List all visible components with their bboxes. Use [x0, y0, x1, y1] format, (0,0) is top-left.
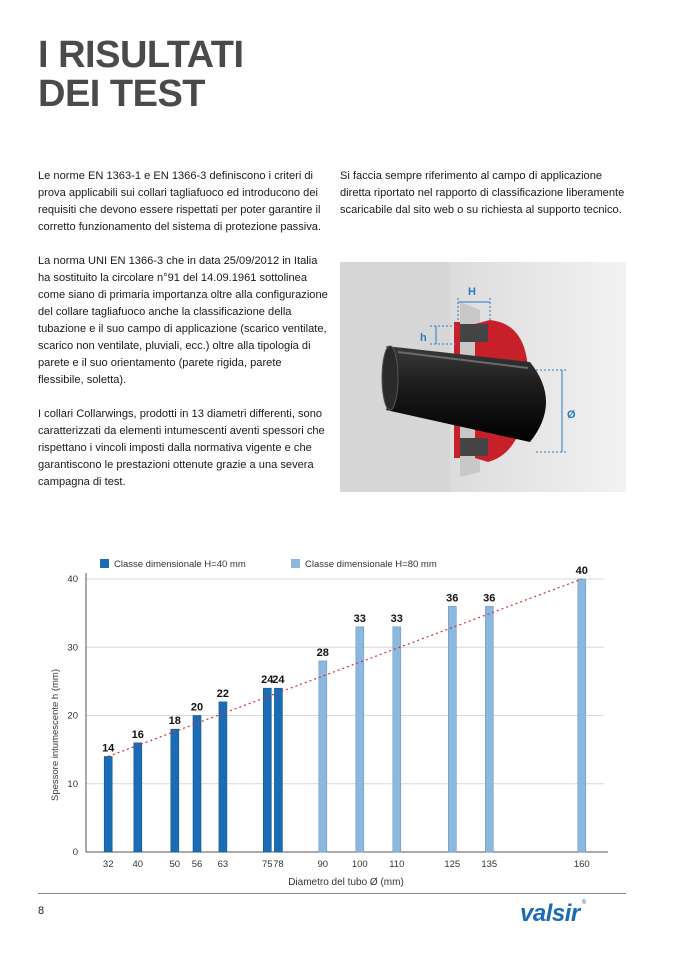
bar	[134, 743, 142, 852]
bar	[485, 606, 493, 852]
legend-label-h80: Classe dimensionale H=80 mm	[305, 559, 437, 570]
bar	[104, 756, 112, 852]
chart-trendline	[108, 579, 582, 756]
y-tick-label: 10	[67, 778, 78, 790]
bar	[319, 661, 327, 852]
left-paragraph-1: Le norme EN 1363-1 e EN 1366-3 definiscono i criteri di prova applicabili sui collari tagliafuoco ed introducono dei requisiti che devono essere rispettati per poter garantire il corretto funzionamento del sistema di protezione passiva.	[38, 170, 322, 233]
bar-value-label: 20	[190, 701, 204, 714]
bar	[193, 716, 201, 853]
registered-mark: ®	[581, 900, 586, 906]
legend-swatch-h80	[291, 559, 300, 568]
bar-value-label: 36	[483, 592, 496, 605]
bar	[274, 688, 282, 852]
bar-value-label: 14	[102, 742, 115, 755]
page-title	[38, 36, 244, 114]
bar-value-label: 40	[575, 565, 588, 577]
y-tick-label: 40	[67, 574, 78, 585]
x-tick-label: 50	[169, 859, 181, 870]
bar	[448, 606, 456, 852]
bar	[393, 627, 401, 852]
y-tick-label: 30	[67, 642, 78, 654]
thickness-chart-svg	[0, 545, 678, 895]
bar	[578, 579, 586, 852]
x-tick-label: 75	[262, 859, 273, 870]
x-tick-label: 135	[481, 859, 498, 870]
bar-value-label: 28	[316, 646, 329, 659]
x-tick-label: 32	[102, 859, 114, 870]
dim-H-label: H	[468, 286, 476, 298]
bar	[171, 729, 179, 852]
left-paragraph-2: La norma UNI EN 1366-3 che in data 25/09/2012 in Italia ha sostituito la circolare n°91 del 14.09.1961 sottolinea come siano di primaria importanza oltre alla configurazione del collare tagliafuoco anche la classificazione della tubazione e il suo campo di applicazione (scarico ventilate, scarico non ventilate, pluviali, ecc.) oltre alla tipologia di parete e il suo orientamento (parete rigida, parete flessibile, soletta).	[38, 255, 328, 386]
valsir-logo-text: valsir	[520, 900, 580, 927]
valsir-logo	[520, 900, 586, 928]
page-title-line-1: I RISULTATI	[38, 34, 244, 76]
trendline	[108, 579, 582, 756]
page-number: 8	[38, 905, 45, 917]
chart-value-labels	[102, 565, 588, 754]
page-title-line-2: DEI TEST	[38, 73, 206, 115]
collar-illustration-svg	[340, 262, 626, 492]
bar-value-label: 33	[390, 612, 403, 625]
x-tick-label: 110	[389, 859, 405, 870]
bar-value-label: 33	[353, 612, 366, 625]
x-tick-label: 90	[317, 859, 329, 870]
x-tick-label: 78	[273, 859, 284, 870]
dim-h-label: h	[420, 332, 427, 344]
pipe-end	[382, 346, 398, 410]
collar-illustration	[340, 262, 626, 492]
x-axis-label: Diametro del tubo Ø (mm)	[288, 877, 404, 888]
legend-swatch-h40	[100, 559, 109, 568]
y-axis-label: Spessore intumescente h (mm)	[50, 669, 61, 801]
bar-value-label: 24	[261, 674, 274, 687]
bar	[263, 688, 271, 852]
x-tick-label: 125	[444, 859, 461, 870]
y-tick-label: 20	[67, 710, 78, 722]
chart-grid	[86, 579, 604, 784]
right-text-column	[340, 168, 630, 236]
x-tick-label: 100	[351, 859, 368, 870]
bar-value-label: 18	[168, 715, 181, 728]
legend-label-h40: Classe dimensionale H=40 mm	[114, 559, 246, 570]
thickness-chart	[0, 545, 678, 895]
bar-value-label: 24	[272, 674, 285, 687]
bar-value-label: 36	[446, 592, 459, 605]
x-tick-label: 56	[191, 859, 203, 870]
footer-divider	[38, 893, 626, 894]
chart-legend	[100, 559, 437, 570]
dim-diameter-label: Ø	[567, 409, 576, 421]
intumescent-top	[458, 324, 488, 342]
bar-value-label: 16	[131, 728, 144, 741]
y-tick-label: 0	[72, 847, 78, 858]
right-paragraph-1: Si faccia sempre riferimento al campo di applicazione diretta riportato nel rapporto di classificazione liberamente scaricabile dal sito web o su richiesta al supporto tecnico.	[340, 170, 625, 216]
x-tick-label: 63	[217, 859, 229, 870]
chart-axes	[67, 573, 608, 870]
bar-value-label: 22	[216, 687, 230, 700]
left-paragraph-3: I collari Collarwings, prodotti in 13 diametri differenti, sono caratterizzati da elementi intumescenti aventi spessori che rispettano i vincoli imposti dalla normativa vigente e che garantiscono le prestazioni ottenute grazie a una severa campagna di test.	[38, 408, 325, 488]
left-text-column	[38, 168, 330, 508]
bar	[219, 702, 227, 852]
intumescent-bottom	[458, 438, 488, 456]
x-tick-label: 160	[573, 859, 590, 870]
x-tick-label: 40	[132, 859, 144, 870]
